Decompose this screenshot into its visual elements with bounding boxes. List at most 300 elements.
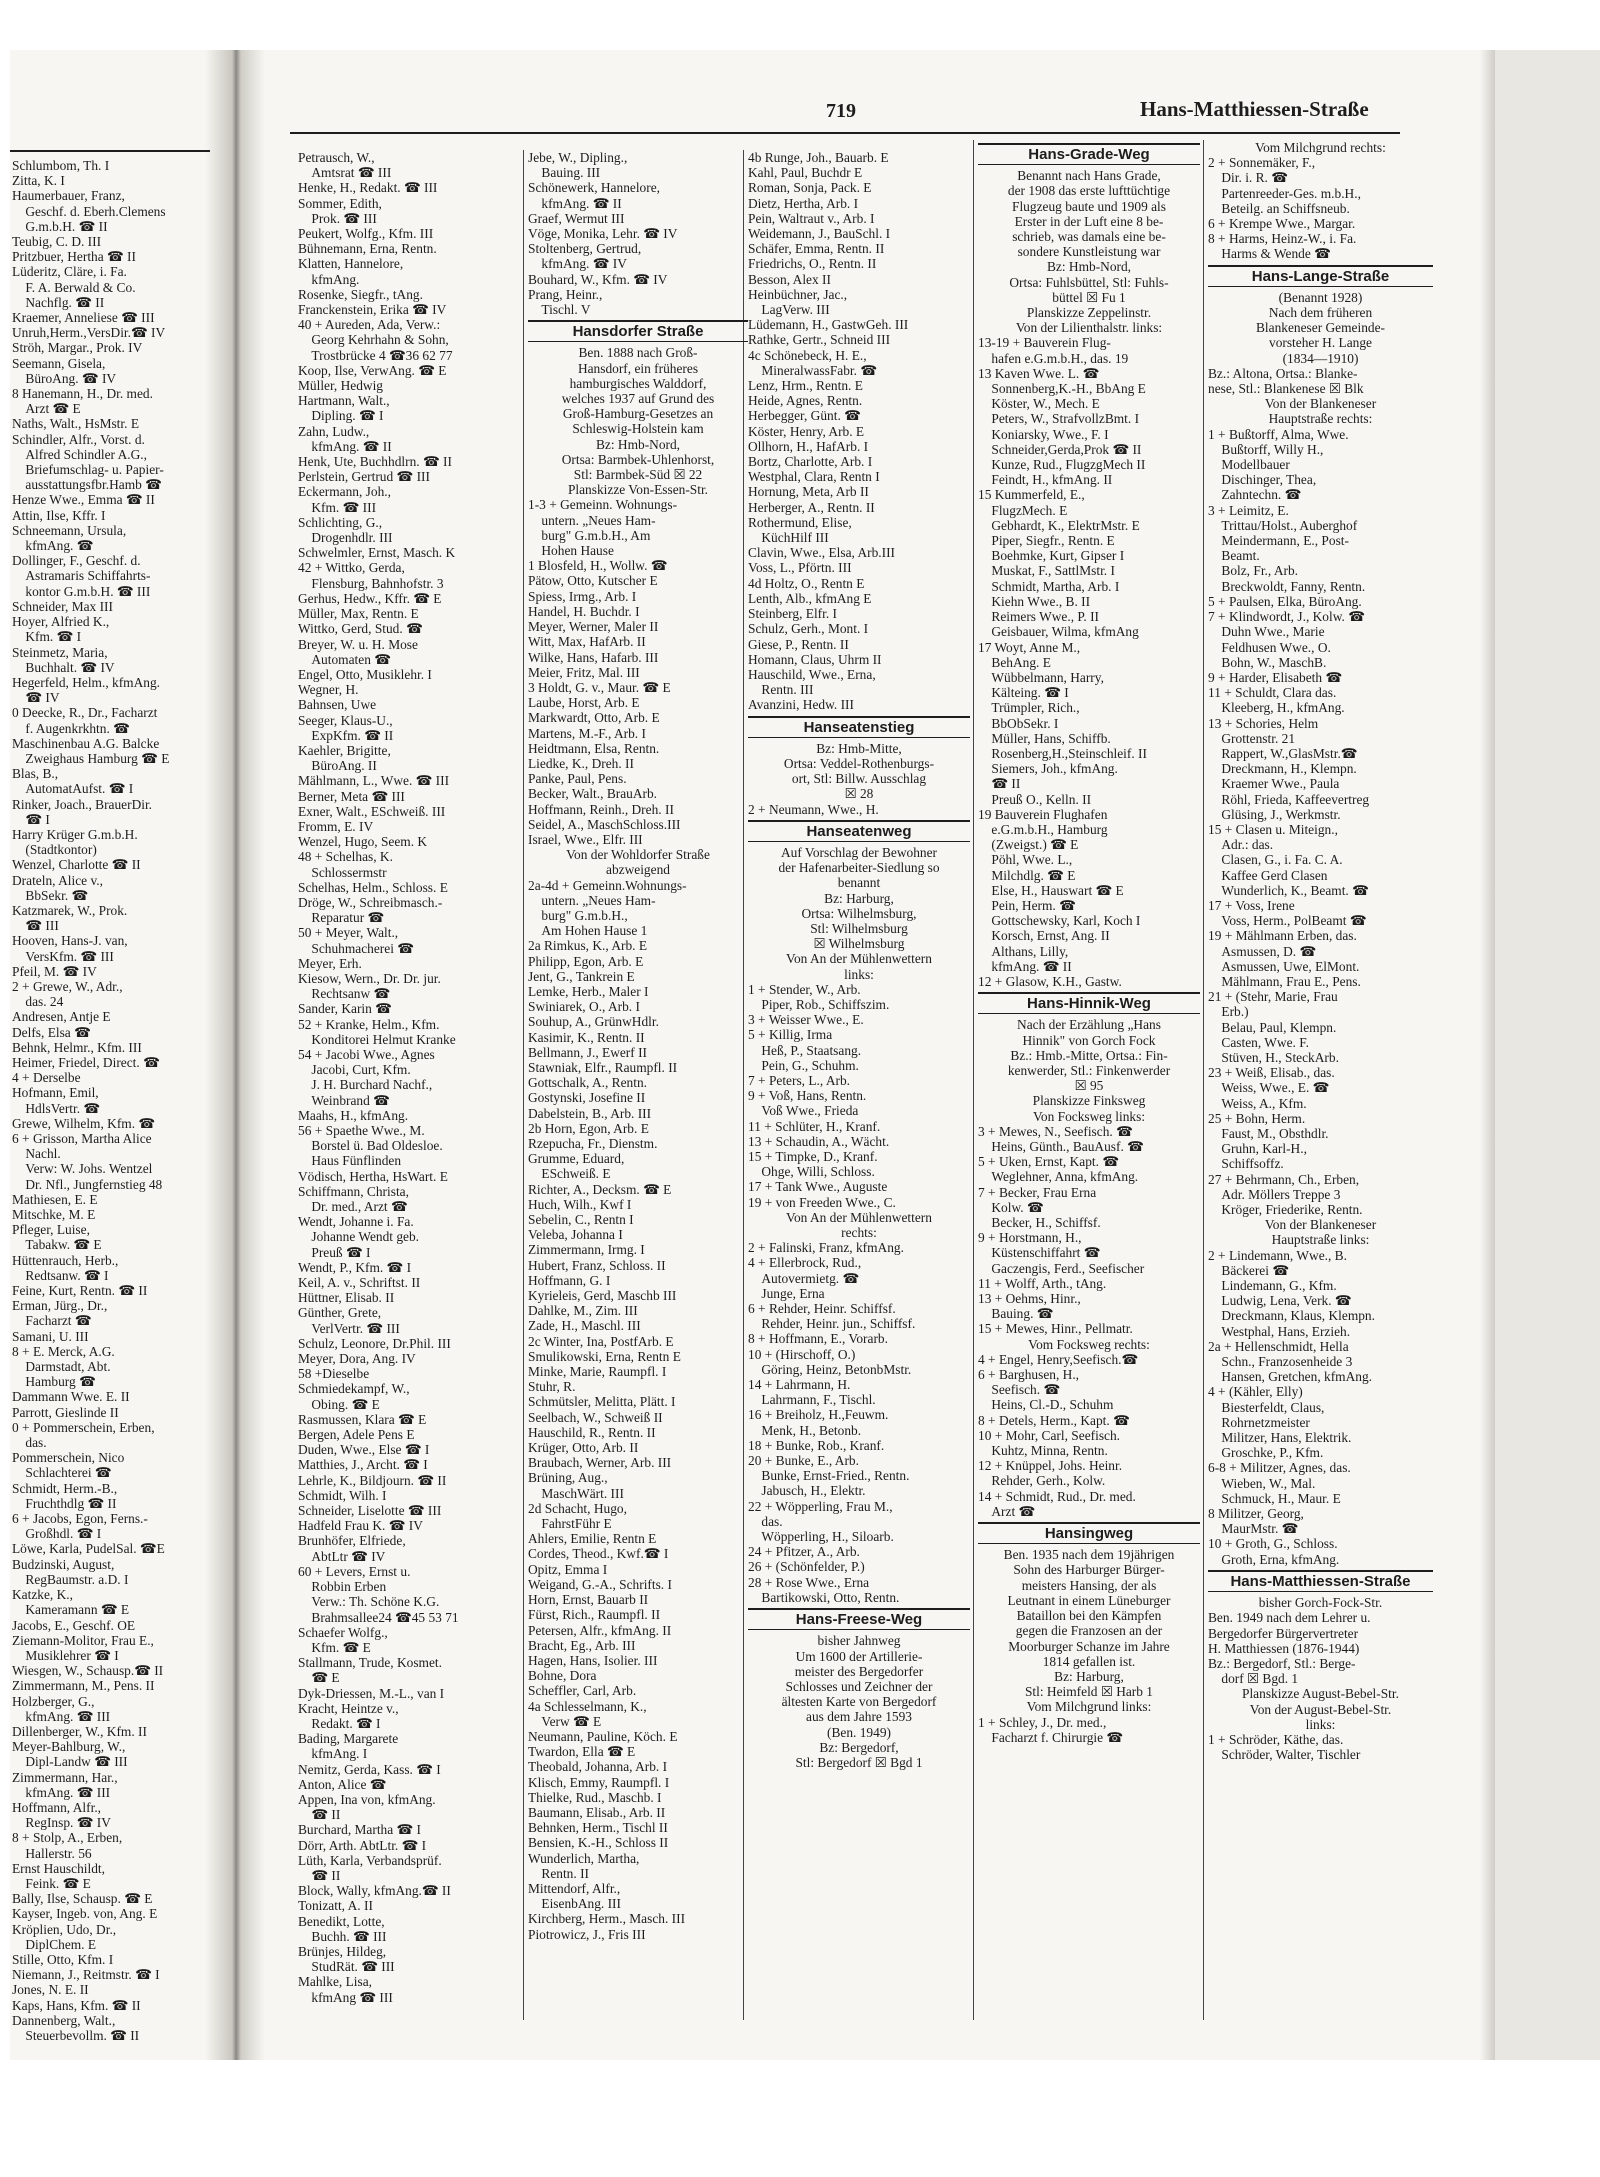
directory-entry: Wunderlich, Martha, (528, 1850, 640, 1866)
directory-entry: Lüdemann, H., GastwGeh. III (748, 317, 909, 333)
directory-entry: FahrstFühr E (528, 1516, 612, 1532)
directory-column-3 (528, 150, 748, 2028)
directory-entry: ☎ IV (12, 690, 60, 706)
directory-entry: Verw.: Th. Schöne K.G. (298, 1594, 440, 1610)
street-note: Vom Milchgrund links: (1026, 1699, 1152, 1715)
directory-entry: Ben. 1949 nach dem Lehrer u. (1208, 1610, 1371, 1626)
directory-entry: Horn, Ernst, Bauarb II (528, 1592, 649, 1608)
street-note: ☒ Wilhelmsburg (813, 936, 905, 952)
directory-entry: 19 + Mählmann Erben, das. (1208, 928, 1357, 944)
directory-entry: 48 + Schelhas, K. (298, 849, 393, 865)
directory-entry: burg" G.m.b.H., (528, 907, 628, 923)
directory-entry: Schmidt, Wilh. I (298, 1487, 387, 1503)
directory-entry: Dörr, Arth. AbtLtr. ☎ I (298, 1837, 427, 1853)
directory-entry: RegBaumstr. a.D. I (12, 1571, 129, 1587)
directory-entry: Ludwig, Lena, Verk. ☎ (1208, 1293, 1352, 1309)
directory-entry: Laube, Horst, Arb. E (528, 695, 640, 711)
directory-entry: Prok. ☎ III (298, 210, 377, 226)
directory-entry: 8 + Detels, Herm., Kapt. ☎ (978, 1412, 1130, 1428)
directory-entry: Kracht, Heintze v., (298, 1700, 399, 1716)
directory-entry: Rappert, W.,GlasMstr.☎ (1208, 745, 1358, 761)
directory-entry: Bolz, Fr., Arb. (1208, 563, 1299, 579)
directory-entry: Bußtorff, Willy H., (1208, 441, 1324, 457)
directory-entry: Zimmermann, Irmg. I (528, 1242, 645, 1258)
directory-entry: 23 + Weiß, Elisab., das. (1208, 1065, 1335, 1081)
directory-entry: Hornung, Meta, Arb II (748, 484, 869, 500)
directory-entry: Burchard, Martha ☎ I (298, 1822, 422, 1838)
directory-entry: Ernst Hauschildt, (12, 1860, 105, 1876)
directory-entry: Sebelin, C., Rentn I (528, 1212, 634, 1228)
directory-entry: Zahn, Ludw., (298, 423, 370, 439)
directory-entry: 2 + Falinski, Franz, kfmAng. (748, 1240, 904, 1256)
directory-entry: 19 Bauverein Flughafen (978, 806, 1108, 822)
directory-entry: Preuß ☎ I (298, 1244, 371, 1260)
directory-entry: Zweighaus Hamburg ☎ E (12, 750, 170, 766)
directory-entry: Groschke, P., Kfm. (1208, 1445, 1324, 1461)
directory-entry: Schmütsler, Melitta, Plätt. I (528, 1394, 676, 1410)
directory-entry: Ziemann-Molitor, Frau E., (12, 1632, 154, 1648)
directory-entry: Martens, M.-F., Arb. I (528, 725, 646, 741)
street-heading: Hans-Hinnik-Weg (978, 992, 1200, 1014)
directory-entry: 4 + Ellerbrock, Rud., (748, 1255, 862, 1271)
directory-entry: Herberger, A., Rentn. II (748, 499, 875, 515)
directory-entry: Köster, W., Mech. E (978, 396, 1100, 412)
directory-entry: Obing. ☎ E (298, 1396, 380, 1412)
street-note: Von der Wohldorfer Straße (566, 847, 710, 863)
directory-entry: Rehder, Gerh., Kolw. (978, 1473, 1106, 1489)
directory-entry: Hooven, Hans-J. van, (12, 933, 128, 949)
directory-entry: Küstenschiffahrt ☎ (978, 1245, 1101, 1261)
street-note: Von der Blankeneser (1264, 396, 1377, 412)
directory-entry: Bohne, Dora (528, 1668, 597, 1684)
directory-entry: Grewe, Wilhelm, Kfm. ☎ (12, 1115, 156, 1131)
directory-entry: DiplChem. E (12, 1936, 97, 1952)
directory-entry: Schneider,Gerda,Prok ☎ II (978, 441, 1142, 457)
directory-entry: VerlVertr. ☎ III (298, 1320, 400, 1336)
directory-entry: Matthies, J., Archt. ☎ I (298, 1457, 428, 1473)
street-note: hamburgisches Walddorf, (569, 375, 707, 391)
directory-entry: Behnken, Herm., Tischl II (528, 1820, 668, 1836)
directory-entry: Rasmussen, Klara ☎ E (298, 1411, 427, 1427)
directory-entry: Besson, Alex II (748, 271, 831, 287)
directory-entry: 0 + Pommerschein, Erben, (12, 1419, 155, 1435)
directory-entry: Voß Wwe., Frieda (748, 1103, 859, 1119)
directory-entry: 6 + Barghusen, H., (978, 1367, 1080, 1383)
directory-entry: Geschf. d. Eberh.Clemens (12, 203, 166, 219)
directory-entry: Schuhmacherei ☎ (298, 940, 414, 956)
directory-entry: Hauschild, R., Rentn. II (528, 1424, 656, 1440)
directory-entry: Gaczengis, Ferd., Seefischer (978, 1260, 1145, 1276)
directory-entry: MaschWärt. III (528, 1485, 624, 1501)
directory-entry: Heidtmann, Elsa, Rentn. (528, 740, 660, 756)
directory-entry: Trümpler, Rich., (978, 700, 1080, 716)
street-note: Ben. 1888 nach Groß- (578, 345, 698, 361)
directory-entry: Gebhardt, K., ElektrMstr. E (978, 517, 1140, 533)
directory-entry: Friedrichs, O., Rentn. II (748, 256, 877, 272)
directory-entry: Bergedorfer Bürgervertreter (1208, 1625, 1359, 1641)
directory-entry: Kunze, Rud., FlugzgMech II (978, 457, 1146, 473)
directory-entry: 15 + Mewes, Hinr., Pellmatr. (978, 1321, 1133, 1337)
directory-entry: Engel, Otto, Musiklehr. I (298, 666, 432, 682)
directory-entry: Bergen, Adele Pens E (298, 1427, 415, 1443)
directory-entry: Braubach, Werner, Arb. III (528, 1455, 672, 1471)
directory-entry: Meindermann, E., Post- (1208, 533, 1349, 549)
directory-entry: Hubert, Franz, Schloss. II (528, 1257, 666, 1273)
directory-entry: Bühnemann, Erna, Rentn. (298, 241, 437, 257)
directory-entry: Haumerbauer, Franz, (12, 188, 125, 204)
directory-entry: Schmidt, Martha, Arb. I (978, 578, 1120, 594)
street-note: Erster in der Luft eine 8 be- (1014, 213, 1164, 229)
directory-entry: Adr. Möllers Treppe 3 (1208, 1186, 1341, 1202)
directory-entry: Bracht, Eg., Arb. III (528, 1637, 636, 1653)
directory-entry: FlugzMech. E (978, 502, 1068, 518)
directory-entry: Schneemann, Ursula, (12, 522, 127, 538)
street-note: Bz: Harburg, (824, 890, 894, 906)
directory-entry: Weigand, G.-A., Schrifts. I (528, 1576, 672, 1592)
directory-entry: 50 + Meyer, Walt., (298, 925, 399, 941)
directory-entry: Voss, Herm., PolBeamt ☎ (1208, 913, 1367, 929)
directory-entry: 6 + Krempe Wwe., Margar. (1208, 216, 1356, 232)
directory-entry: 25 + Bohn, Herm. (1208, 1110, 1306, 1126)
directory-entry: Rentn. II (528, 1865, 589, 1881)
directory-entry: 19 + von Freeden Wwe., C. (748, 1194, 896, 1210)
directory-entry: 8 + Harms, Heinz-W., i. Fa. (1208, 231, 1357, 247)
directory-entry: Milchdlg. ☎ E (978, 867, 1076, 883)
directory-entry: Peters, W., StrafvollzBmt. I (978, 411, 1140, 427)
directory-entry: Kröger, Friederike, Rentn. (1208, 1202, 1363, 1218)
street-note: links: (1305, 1716, 1336, 1732)
directory-entry: StudRät. ☎ III (298, 1959, 395, 1975)
directory-entry: Lemke, Herb., Maler I (528, 983, 649, 999)
directory-entry: Block, Wally, kfmAng.☎ II (298, 1883, 451, 1899)
directory-entry: 3 Holdt, G. v., Maur. ☎ E (528, 679, 671, 695)
column-divider (973, 140, 974, 2020)
directory-entry: Budzinski, August, (12, 1556, 115, 1572)
directory-entry: ☎ II (298, 1867, 341, 1883)
street-note: Stl: Barmbek-Süd ☒ 22 (573, 467, 703, 483)
directory-column-1 (12, 158, 210, 2043)
street-note: Nach dem früheren (1268, 305, 1373, 321)
directory-entry: Kfm. ☎ E (298, 1639, 371, 1655)
directory-entry: 13 + Schaudin, A., Wächt. (748, 1133, 890, 1149)
directory-entry: 2 + Grewe, W., Adr., (12, 978, 123, 994)
directory-entry: Autovermietg. ☎ (748, 1270, 860, 1286)
street-note: Planskizze August-Bebel-Str. (1242, 1686, 1399, 1702)
directory-entry: Henke, H., Redakt. ☎ III (298, 180, 438, 196)
directory-entry: ☎ II (298, 1807, 341, 1823)
street-note: Hinnik" von Gorch Fock (1022, 1032, 1156, 1048)
directory-entry: Zade, H., Maschl. III (528, 1318, 641, 1334)
directory-entry: Rosenke, Siegfr., tAng. (298, 286, 423, 302)
directory-entry: Herbegger, Günt. ☎ (748, 408, 861, 424)
directory-entry: Giese, P., Rentn. II (748, 636, 849, 652)
directory-entry: Anton, Alice ☎ (298, 1776, 387, 1792)
directory-entry: Kahl, Paul, Buchdr E (748, 165, 863, 181)
directory-entry: Piper, Siegfr., Rentn. E (978, 533, 1115, 549)
directory-entry: Hansen, Gretchen, kfmAng. (1208, 1369, 1372, 1385)
directory-entry: 3 + Mewes, N., Seefisch. ☎ (978, 1123, 1133, 1139)
directory-entry: 6 + Jacobs, Egon, Ferns.- (12, 1511, 148, 1527)
directory-entry: Musiklehrer ☎ I (12, 1647, 119, 1663)
directory-entry: 10 + (Hirschoff, O.) (748, 1346, 856, 1362)
street-note: der Hafenarbeiter-Siedlung so (778, 860, 940, 876)
directory-entry: Tabakw. ☎ E (12, 1237, 102, 1253)
street-note: (Benannt 1928) (1278, 289, 1363, 305)
directory-entry: 5 + Uken, Ernst, Kapt. ☎ (978, 1154, 1120, 1170)
directory-entry: 6 + Grisson, Martha Alice (12, 1131, 152, 1146)
street-note: Schleswig-Holstein kam (572, 421, 704, 437)
directory-entry: Pommerschein, Nico (12, 1450, 125, 1466)
street-note: Planskizze Von-Essen-Str. (567, 482, 709, 498)
directory-entry: Breyer, W. u. H. Mose (298, 636, 418, 652)
directory-entry: Bauing. ☎ (978, 1306, 1054, 1322)
directory-entry: Hofmann, Emil, (12, 1085, 99, 1101)
directory-entry: Arzt ☎ E (12, 401, 81, 417)
directory-entry: Kayser, Ingeb. von, Ang. E (12, 1906, 158, 1922)
directory-entry: dorf ☒ Bgd. 1 (1208, 1671, 1299, 1687)
street-heading: Hanseatenstieg (748, 716, 970, 738)
directory-entry: Roman, Sonja, Pack. E (748, 180, 872, 196)
directory-entry: Röhl, Frieda, Kaffeevertreg (1208, 791, 1370, 807)
directory-entry: Dammann Wwe. E. II (12, 1389, 130, 1405)
directory-entry: Klisch, Emmy, Raumpfl. I (528, 1774, 670, 1790)
directory-entry: Kälteing. ☎ I (978, 685, 1069, 701)
directory-entry: Rzepucha, Fr., Dienstm. (528, 1136, 658, 1151)
directory-entry: Heide, Agnes, Rentn. (748, 393, 863, 409)
directory-entry: Heins, Cl.-D., Schuhm (978, 1397, 1114, 1413)
directory-entry: Kfm. ☎ III (298, 499, 377, 515)
street-note: Hauptstraße rechts: (1268, 411, 1373, 427)
directory-entry: Jacobi, Curt, Kfm. (298, 1062, 411, 1078)
directory-entry: Niemann, J., Reitmstr. ☎ I (12, 1967, 160, 1983)
directory-entry: Schiffmann, Christa, (298, 1183, 409, 1199)
directory-entry: 16 + Breiholz, H.,Feuwm. (748, 1407, 889, 1423)
directory-entry: Stuhr, R. (528, 1379, 576, 1395)
directory-entry: 21 + (Stehr, Marie, Frau (1208, 989, 1338, 1005)
street-note: Benannt nach Hans Grade, (1017, 168, 1161, 184)
directory-entry: Schäfer, Emma, Rentn. II (748, 241, 885, 257)
directory-entry: Köster, Henry, Arb. E (748, 423, 865, 439)
directory-entry: MineralwassFabr. ☎ (748, 362, 877, 378)
directory-entry: 2 + Neumann, Wwe., H. (748, 801, 879, 817)
directory-entry: Dahlke, M., Zim. III (528, 1303, 638, 1319)
street-note: rechts: (841, 1225, 877, 1241)
directory-entry: Homann, Claus, Uhrm II (748, 651, 882, 667)
directory-entry: 17 Woyt, Anne M., (978, 639, 1081, 655)
directory-entry: burg" G.m.b.H., Am (528, 527, 651, 543)
directory-entry: Attin, Ilse, Kffr. I (12, 507, 106, 523)
directory-entry: 5 + Killig, Irma (748, 1027, 833, 1043)
street-note: ☒ 28 (844, 786, 874, 802)
directory-entry: 5 + Paulsen, Elka, BüroAng. (1208, 593, 1362, 609)
directory-entry: Rentn. III (748, 682, 814, 698)
directory-entry: Katzke, K., (12, 1587, 73, 1603)
street-heading: Hans-Matthiessen-Straße (1208, 1570, 1433, 1592)
directory-entry: Löwe, Karla, PudelSal. ☎E (12, 1541, 165, 1557)
directory-entry: Kameramann ☎ E (12, 1602, 130, 1618)
directory-entry: KüchHilf III (748, 530, 829, 546)
street-note: kenwerder, Stl.: Finkenwerder (1007, 1062, 1171, 1078)
street-note: (Ben. 1949) (827, 1724, 891, 1740)
street-note: Ortsa: Veddel-Rothenburgs- (783, 755, 935, 771)
directory-entry: Thielke, Rud., Maschb. I (528, 1789, 662, 1805)
directory-entry: Dabelstein, B., Arb. III (528, 1105, 652, 1121)
column-divider (1203, 140, 1204, 2020)
directory-entry: Buchh. ☎ III (298, 1928, 387, 1944)
directory-entry: 8 Militzer, Georg, (1208, 1506, 1304, 1522)
directory-entry: Müller, Hedwig (298, 378, 383, 394)
directory-entry: Kiehn Wwe., B. II (978, 593, 1091, 609)
directory-entry: Hoffmann, G. I (528, 1272, 611, 1288)
directory-entry: Bauing. III (528, 165, 601, 181)
directory-entry: Kiesow, Wern., Dr. Dr. jur. (298, 970, 441, 986)
directory-entry: Wieben, W., Mal. (1208, 1475, 1316, 1491)
directory-entry: Mittendorf, Alfr., (528, 1880, 621, 1896)
directory-entry: Feine, Kurt, Rentn. ☎ II (12, 1283, 148, 1299)
street-note: Nach der Erzählung „Hans (1017, 1017, 1161, 1033)
directory-entry: Veleba, Johanna I (528, 1227, 623, 1243)
directory-entry: G.m.b.H. ☎ II (12, 218, 108, 234)
directory-entry: Reimers Wwe., P. II (978, 609, 1099, 625)
directory-entry: Schmuck, H., Maur. E (1208, 1490, 1341, 1506)
directory-entry: Henk, Ute, Buchhdlrn. ☎ II (298, 454, 452, 470)
directory-entry: Hauschild, Wwe., Erna, (748, 666, 876, 682)
directory-entry: VersKfm. ☎ III (12, 948, 114, 964)
directory-entry: Pein, Waltraut v., Arb. I (748, 210, 875, 226)
street-note: Ortsa: Fuhlsbüttel, Stl: Fuhls- (1009, 274, 1169, 290)
directory-entry: Brahmsallee24 ☎45 53 71 (298, 1609, 459, 1625)
directory-entry: Feindt, H., kfmAng. II (978, 472, 1113, 488)
directory-entry: Redtsanw. ☎ I (12, 1267, 109, 1283)
directory-entry: 8 Hanemann, H., Dr. med. (12, 386, 153, 402)
directory-entry: Göring, Heinz, BetonbMstr. (748, 1361, 912, 1377)
directory-entry: Seemann, Gisela, (12, 355, 106, 371)
directory-entry: Erb.) (1208, 1004, 1249, 1020)
scan-border-top (0, 0, 1600, 50)
directory-entry: 4a Schlesselmann, K., (528, 1698, 647, 1714)
directory-entry: Kröplien, Udo, Dr., (12, 1921, 117, 1937)
street-note: Planskizze Finksweg (1032, 1093, 1146, 1109)
directory-entry: 10 + Mohr, Carl, Seefisch. (978, 1427, 1121, 1443)
directory-entry: Katzmarek, W., Prok. (12, 902, 128, 918)
directory-entry: 2d Schacht, Hugo, (528, 1500, 627, 1516)
directory-entry: Gottschewsky, Karl, Koch I (978, 913, 1141, 929)
directory-entry: das. (12, 1435, 47, 1451)
directory-entry: Belau, Paul, Klempn. (1208, 1019, 1337, 1035)
directory-entry: Smulikowski, Erna, Rentn E (528, 1348, 681, 1364)
directory-entry: 8 + Stolp, A., Erben, (12, 1830, 123, 1846)
directory-entry: Sonnenberg,K.-H., BbAng E (978, 381, 1146, 397)
directory-entry: Weiss, A., Kfm. (1208, 1095, 1307, 1111)
directory-entry: Klatten, Hannelore, (298, 256, 404, 272)
directory-entry: Lüderitz, Cläre, i. Fa. (12, 264, 127, 280)
directory-entry: Heimer, Friedel, Direct. ☎ (12, 1054, 160, 1070)
directory-entry: Facharzt f. Chirurgie ☎ (978, 1729, 1124, 1745)
directory-entry: das. (748, 1513, 783, 1529)
directory-entry: Teubig, C. D. III (12, 234, 102, 250)
directory-entry: Konditorei Helmut Kranke (298, 1031, 456, 1047)
directory-entry: Stille, Otto, Kfm. I (12, 1951, 114, 1967)
street-note: Von der Lilienthalstr. links: (1015, 320, 1163, 336)
directory-entry: Brünjes, Hildeg, (298, 1943, 387, 1959)
directory-entry: Kyrieleis, Gerd, Maschb III (528, 1288, 677, 1304)
street-note: Bz: Hmb-Mitte, (816, 740, 902, 756)
directory-entry: Wegner, H. (298, 682, 359, 698)
street-heading: Hans-Freese-Weg (748, 1608, 970, 1630)
directory-entry: Schiffsoffz. (1208, 1156, 1284, 1172)
directory-entry: Sander, Karin ☎ (298, 1001, 392, 1017)
street-note: Groß-Hamburg-Gesetzes an (562, 406, 714, 422)
directory-entry: Kfm. ☎ I (12, 629, 82, 645)
directory-entry: 4b Runge, Joh., Bauarb. E (748, 150, 889, 165)
directory-entry: hafen e.G.m.b.H., das. 19 (978, 350, 1129, 366)
directory-entry: Wenzel, Charlotte ☎ II (12, 857, 141, 873)
directory-entry: Schneider, Max III (12, 598, 113, 614)
directory-entry: Voss, L., Pförtn. III (748, 560, 852, 576)
directory-entry: Amtsrat ☎ III (298, 165, 392, 181)
directory-entry: Althans, Lilly, (978, 943, 1069, 959)
directory-entry: Opitz, Emma I (528, 1561, 608, 1577)
directory-entry: Günther, Grete, (298, 1305, 382, 1321)
directory-entry: Schmiedekampf, W., (298, 1381, 410, 1397)
directory-entry: Bading, Margarete (298, 1731, 399, 1747)
directory-entry: Kaffee Gerd Clasen (1208, 867, 1328, 883)
street-note: Leutnant in einem Lüneburger (1007, 1592, 1171, 1608)
directory-entry: Trittau/Holst., Auberghof (1208, 517, 1358, 533)
directory-entry: kontor G.m.b.H. ☎ III (12, 583, 151, 599)
directory-entry: Gerhus, Hedw., Kffr. ☎ E (298, 590, 442, 606)
directory-entry: Minke, Marie, Raumpfl. I (528, 1364, 667, 1380)
directory-entry: Schönewerk, Hannelore, (528, 180, 660, 196)
directory-entry: Brunhöfer, Elfriede, (298, 1533, 406, 1549)
directory-entry: 7 + Becker, Frau Erna (978, 1184, 1097, 1200)
directory-entry: Schmidt, Herm.-B., (12, 1480, 118, 1496)
directory-entry: Steuerbevollm. ☎ II (12, 2027, 140, 2043)
directory-entry: Clasen, G., i. Fa. C. A. (1208, 852, 1343, 868)
directory-entry: 17 + Voss, Irene (1208, 897, 1295, 913)
directory-entry: Hüttenrauch, Herb., (12, 1252, 119, 1268)
directory-entry: Tonizatt, A. II (298, 1898, 373, 1914)
directory-entry: Automaten ☎ (298, 651, 391, 667)
directory-entry: 7 + Klindwordt, J., Kolw. ☎ (1208, 609, 1365, 625)
directory-entry: Twardon, Ella ☎ E (528, 1744, 636, 1760)
directory-entry: Mitschke, M. E (12, 1207, 96, 1223)
directory-entry: Bellmann, J., Ewerf II (528, 1044, 647, 1060)
directory-entry: Lahrmann, F., Tischl. (748, 1392, 876, 1408)
directory-entry: untern. „Neues Ham- (528, 512, 656, 528)
directory-entry: Geisbauer, Wilma, kfmAng (978, 624, 1139, 640)
directory-entry: Lenz, Hrm., Rentn. E (748, 378, 863, 394)
directory-entry: Schlumbom, Th. I (12, 158, 110, 173)
street-note: (1834—1910) (1282, 350, 1359, 366)
directory-entry: Zimmermann, Har., (12, 1769, 118, 1785)
directory-entry: Rehder, Heinr. jun., Schiffsf. (748, 1316, 916, 1332)
street-heading: Hansingweg (978, 1522, 1200, 1544)
directory-entry: Mathiesen, E. E (12, 1191, 98, 1207)
directory-column-5 (978, 140, 1200, 2028)
directory-entry: Wiesgen, W., Schausp.☎ II (12, 1663, 164, 1679)
street-note: Bz: Hmb-Nord, (595, 436, 681, 452)
directory-entry: Fromm, E. IV (298, 818, 374, 834)
directory-entry: Ollhorn, H., HafArb. I (748, 438, 869, 454)
directory-entry: 28 + Rose Wwe., Erna (748, 1574, 870, 1590)
directory-entry: Darmstadt, Abt. (12, 1359, 111, 1375)
directory-entry: 1 + Stender, W., Arb. (748, 981, 861, 997)
directory-entry: Drateln, Alice v., (12, 872, 103, 888)
directory-entry: Piotrowicz, J., Fris III (528, 1926, 646, 1942)
directory-entry: Naths, Walt., HsMstr. E (12, 416, 140, 432)
directory-entry: 54 + Jacobi Wwe., Agnes (298, 1046, 435, 1062)
